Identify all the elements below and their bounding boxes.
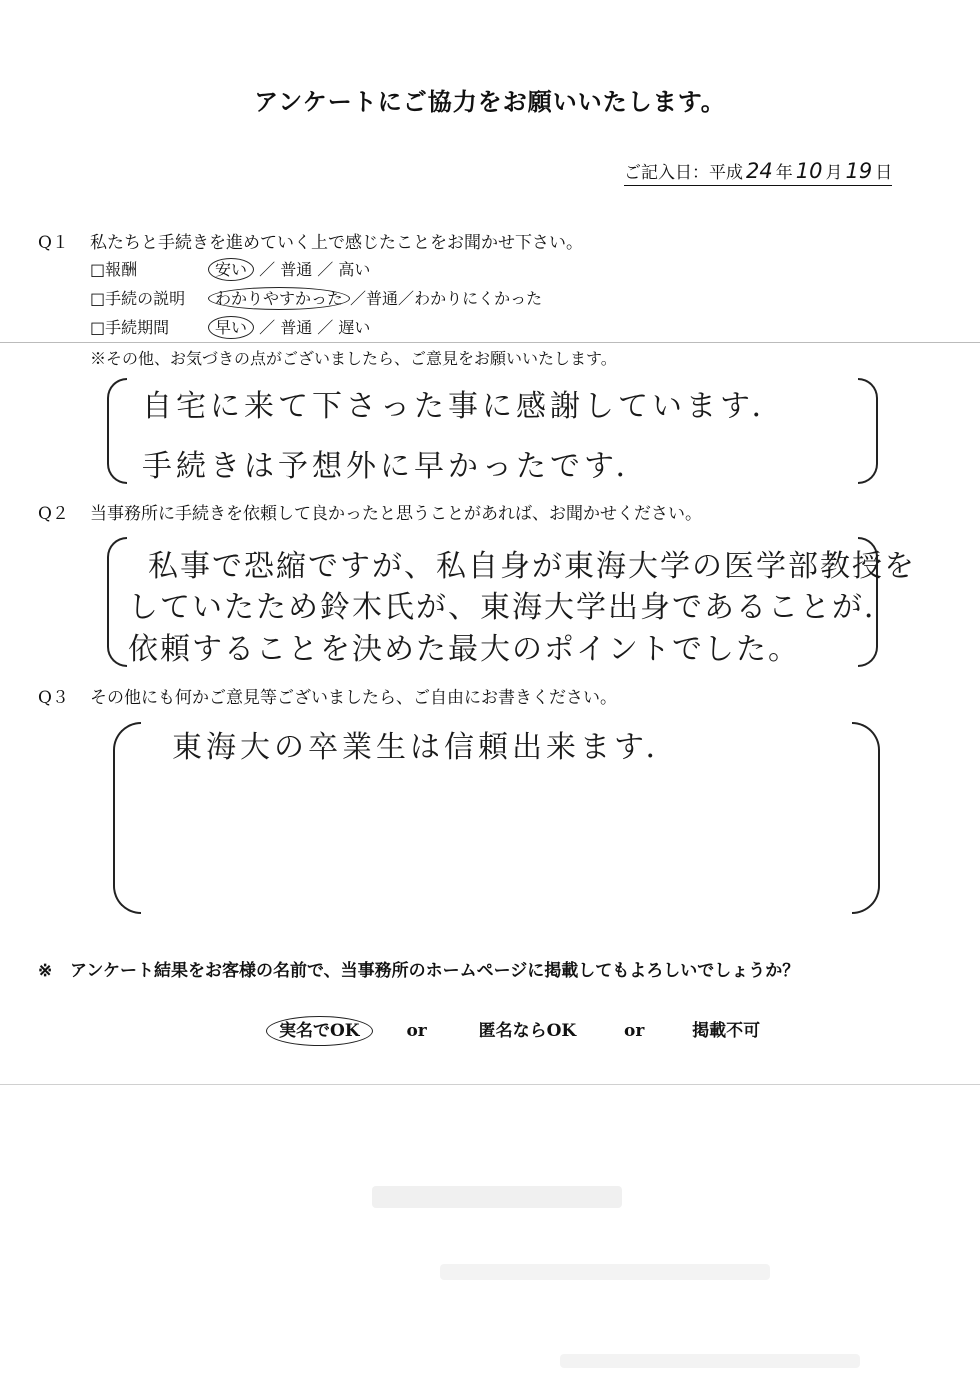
q1-row-explanation: □手続の説明 わかりやすかった ／普通／わかりにくかった xyxy=(90,286,542,309)
publish-option-not-allowed[interactable]: 掲載不可 xyxy=(692,1021,761,1041)
q1-row-explanation-option[interactable]: わかりにくかった xyxy=(414,289,543,308)
q2-answer-bracket-left xyxy=(107,537,127,667)
q3-answer-bracket-left xyxy=(113,722,141,914)
publish-mark: ※ xyxy=(38,961,53,981)
q2-number: Q２ xyxy=(38,504,69,524)
publish-question: アンケート結果をお客様の名前で、当事務所のホームページに掲載してもよろしいでしょうか？ xyxy=(70,961,800,981)
q1-row-explanation-option-selected[interactable]: わかりやすかった xyxy=(208,287,350,310)
q2-heading xyxy=(38,499,702,524)
q1-row-fee-option[interactable]: 高い xyxy=(338,260,371,279)
q1-answer-line: 自宅に来て下さった事に感謝しています． xyxy=(142,389,786,424)
page-bottom-edge xyxy=(0,1084,980,1085)
q3-answer-line: 東海大の卒業生は信頼出来ます． xyxy=(172,730,680,765)
page-title: アンケートにご協力をお願いいたします。 xyxy=(254,87,726,116)
q3-heading xyxy=(38,683,617,708)
q3-answer-bracket-right xyxy=(852,722,880,914)
publish-option-anonymous[interactable]: 匿名ならOK xyxy=(478,1021,577,1041)
q3-number: Q３ xyxy=(38,688,69,708)
q1-row-period-option-selected[interactable]: 早い xyxy=(208,316,254,339)
q1-row-fee: □報酬 安い ／ 普通 ／ 高い xyxy=(90,257,370,280)
show-through-mark xyxy=(440,1264,770,1280)
q3-question: その他にも何かご意見等ございましたら、ご自由にお書きください。 xyxy=(90,688,617,708)
publish-option-real-name[interactable]: 実名でOK xyxy=(266,1016,373,1046)
entry-date xyxy=(624,158,892,186)
q1-note: ※その他、お気づきの点がございましたら、ご意見をお願いいたします。 xyxy=(90,349,617,368)
q1-answer-bracket-right xyxy=(858,378,878,484)
date-month-unit: 月 xyxy=(825,163,843,183)
q1-question: 私たちと手続きを進めていく上で感じたことをお聞かせ下さい。 xyxy=(90,233,583,253)
q1-row-period: □手続期間 早い ／ 普通 ／ 遅い xyxy=(90,315,370,338)
q1-row-period-option[interactable]: 遅い xyxy=(338,318,371,337)
publish-separator: or xyxy=(624,1021,645,1041)
publish-question-row xyxy=(38,956,799,981)
q1-number: Q１ xyxy=(38,233,69,253)
q2-answer-line: 依頼することを決めた最大のポイントでした。 xyxy=(128,632,800,667)
q1-row-fee-option[interactable]: 普通 xyxy=(280,260,313,279)
q1-answer-line: 手続きは予想外に早かったです． xyxy=(142,449,650,484)
q2-question: 当事務所に手続きを依頼して良かったと思うことがあれば、お聞かせください。 xyxy=(90,504,702,524)
date-month: 10 xyxy=(795,159,823,183)
q1-row-explanation-label: □手続の説明 xyxy=(90,289,186,308)
q2-answer-line: していたため鈴木氏が、東海大学出身であることが． xyxy=(128,590,896,625)
scan-edge-line xyxy=(0,342,980,343)
date-year: 24 xyxy=(746,159,773,183)
show-through-mark xyxy=(372,1186,622,1208)
q1-heading xyxy=(38,228,583,253)
q2-answer-line: 私事で恐縮ですが、私自身が東海大学の医学部教授を xyxy=(148,549,916,584)
publish-separator: or xyxy=(406,1021,427,1041)
date-day-unit: 日 xyxy=(875,163,893,183)
date-year-unit: 年 xyxy=(775,163,793,183)
date-day: 19 xyxy=(845,159,873,183)
publish-options xyxy=(266,1016,760,1041)
q1-row-fee-label: □報酬 xyxy=(90,260,138,279)
q1-answer-bracket-left xyxy=(107,378,127,484)
q1-row-period-option[interactable]: 普通 xyxy=(280,318,313,337)
show-through-mark xyxy=(560,1354,860,1368)
q1-row-period-label: □手続期間 xyxy=(90,318,170,337)
q1-row-fee-option-selected[interactable]: 安い xyxy=(208,258,254,281)
date-label: ご記入日：平成 xyxy=(624,163,743,183)
q1-row-explanation-option[interactable]: 普通 xyxy=(366,289,399,308)
